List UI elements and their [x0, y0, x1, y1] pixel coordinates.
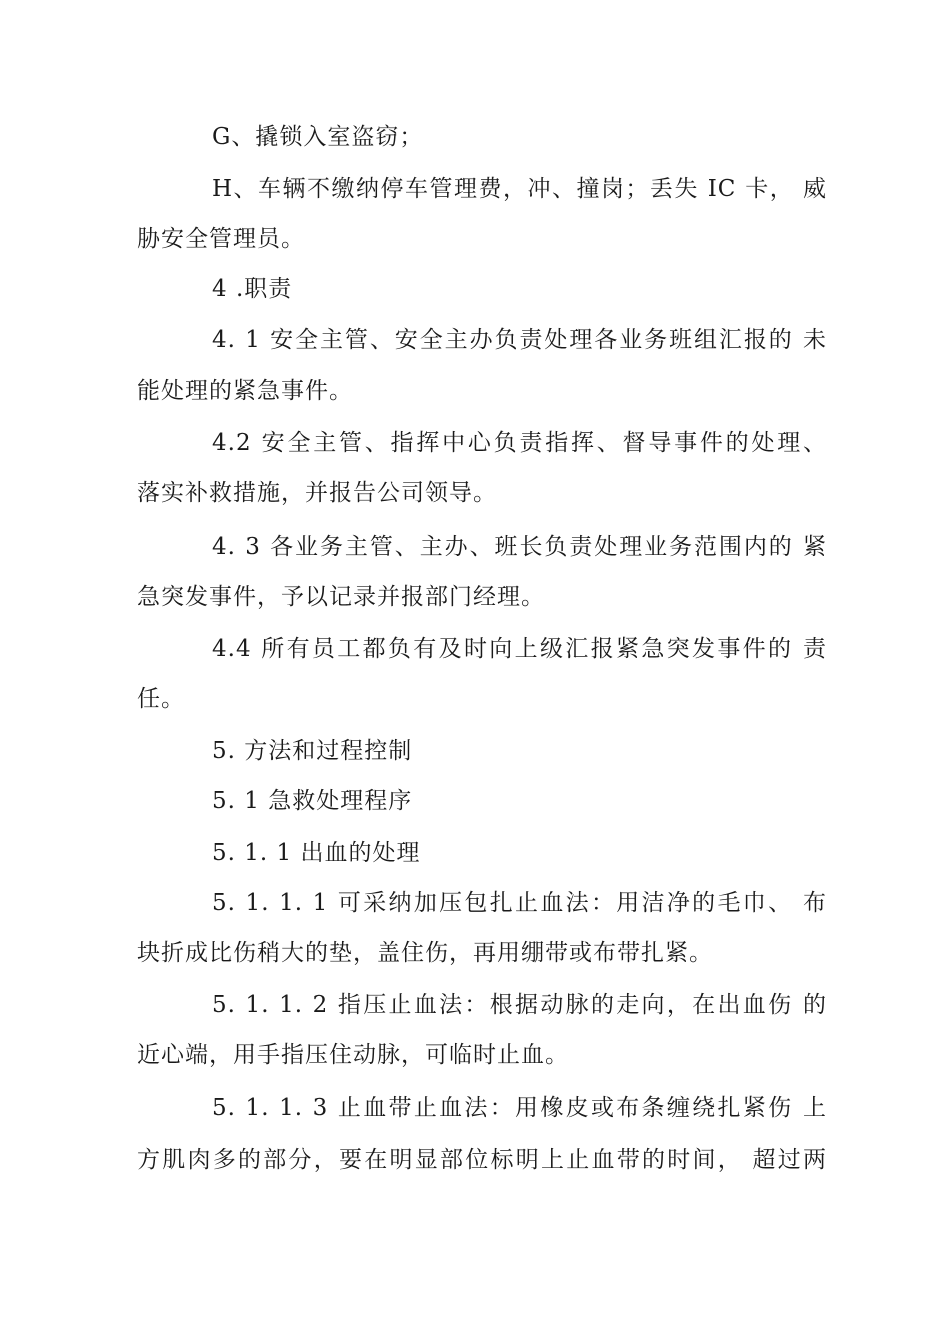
- text-line-4-4: 4.4 所有员工都负有及时向上级汇报紧急突发事件的 责: [212, 636, 827, 662]
- text-line-5-1-1-2: 5. 1. 1. 2 指压止血法：根据动脉的走向，在出血伤 的: [212, 992, 827, 1018]
- text-line-5-1-1-2-cont: 近心端，用手指压住动脉，可临时止血。: [137, 1042, 569, 1068]
- text-line-5-1-1-1: 5. 1. 1. 1 可采纳加压包扎止血法：用洁净的毛巾、 布: [212, 890, 827, 916]
- text-line-4-2-cont: 落实补救措施，并报告公司领导。: [137, 480, 497, 506]
- text-line-4-1: 4. 1 安全主管、安全主办负责处理各业务班组汇报的 未: [212, 327, 827, 353]
- section-heading-4: 4 .职责: [212, 276, 293, 302]
- text-line-5-1-1-3: 5. 1. 1. 3 止血带止血法：用橡皮或布条缠绕扎紧伤 上: [212, 1095, 827, 1121]
- section-heading-5-1-1: 5. 1. 1 出血的处理: [212, 840, 421, 866]
- text-line-4-4-cont: 任。: [137, 686, 185, 712]
- text-line-4-1-cont: 能处理的紧急事件。: [137, 378, 353, 404]
- section-heading-5-1: 5. 1 急救处理程序: [212, 788, 413, 814]
- text-line-h-cont: 胁安全管理员。: [137, 226, 305, 252]
- text-line-4-3: 4. 3 各业务主管、主办、班长负责处理业务范围内的 紧: [212, 534, 827, 560]
- text-line-h: H、车辆不缴纳停车管理费，冲、撞岗；丢失 IC 卡， 威: [212, 176, 827, 202]
- text-line-5-1-1-3-cont: 方肌肉多的部分，要在明显部位标明上止血带的时间， 超过两: [137, 1147, 827, 1173]
- text-line-g: G、撬锁入室盗窃；: [212, 124, 424, 150]
- section-heading-5: 5. 方法和过程控制: [212, 738, 413, 764]
- text-line-5-1-1-1-cont: 块折成比伤稍大的垫，盖住伤，再用绷带或布带扎紧。: [137, 940, 713, 966]
- text-line-4-2: 4.2 安全主管、指挥中心负责指挥、督导事件的处理、: [212, 430, 827, 456]
- text-line-4-3-cont: 急突发事件，予以记录并报部门经理。: [137, 584, 545, 610]
